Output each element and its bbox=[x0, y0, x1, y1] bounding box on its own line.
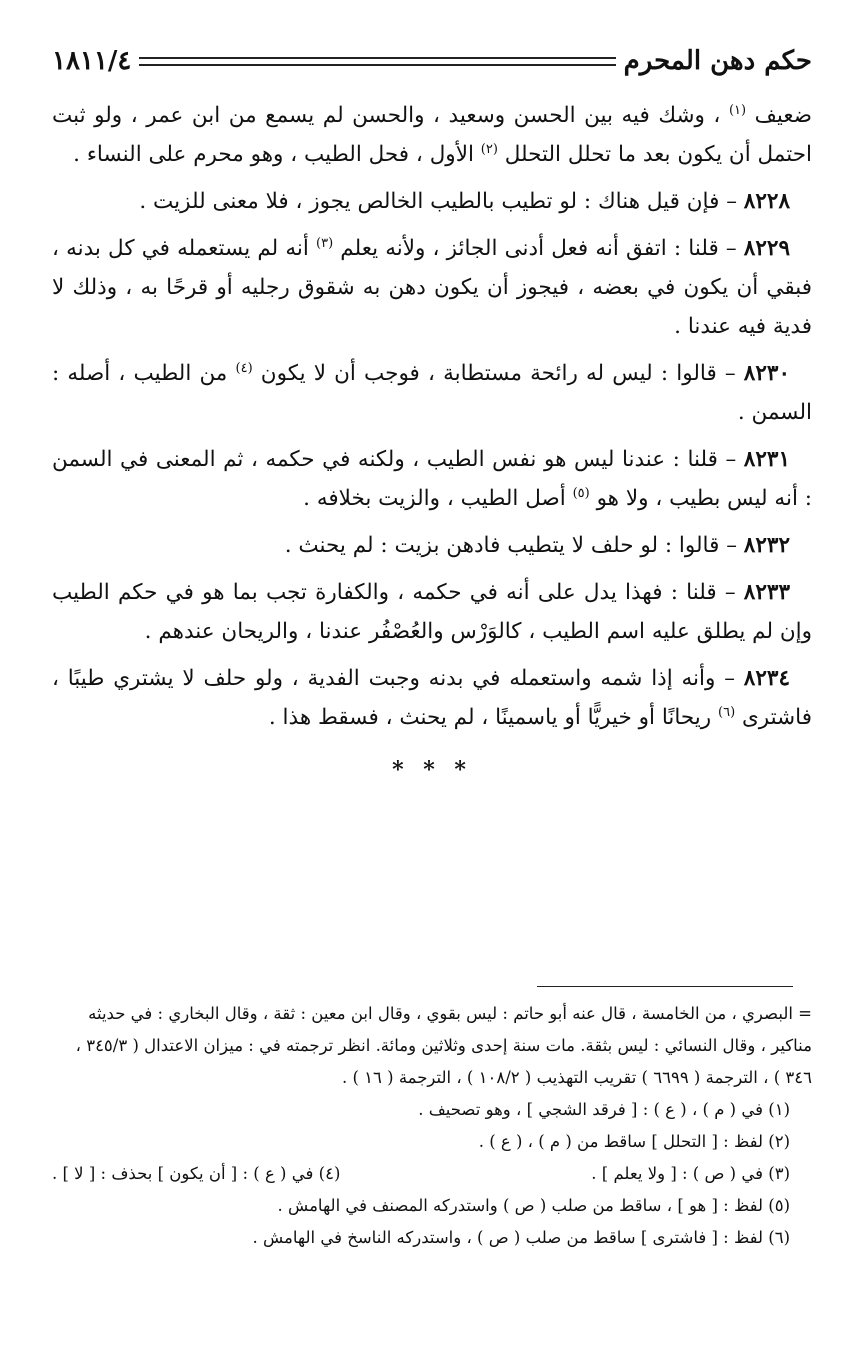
header-rule bbox=[139, 57, 615, 66]
footnote-1: (١) في ( م ) ، ( ع ) : [ فرقد الشجي ] ، وهو تصحيف . bbox=[418, 1100, 790, 1119]
paragraph-number: ٨٢٢٨ bbox=[743, 189, 790, 214]
footnote-4: (٤) في ( ع ) : [ أن يكون ] بحذف : [ لا ] . bbox=[52, 1164, 341, 1183]
paragraph-number: ٨٢٣٣ bbox=[743, 580, 790, 605]
footnote-continuation-line: = البصري ، من الخامسة ، قال عنه أبو حاتم : ليس بقوي ، وقال ابن معين : ثقة ، وقال البخاري : في حديثه bbox=[88, 1004, 812, 1023]
page bbox=[52, 40, 812, 783]
footnote-row-3-4 bbox=[52, 1158, 812, 1190]
paragraph-text: أصل الطيب ، والزيت بخلافه . bbox=[303, 486, 573, 511]
footnote-marker: (٦) bbox=[718, 704, 736, 720]
paragraph-text: – قلنا : عندنا ليس هو نفس الطيب ، ولكنه في حكمه ، ثم المعنى في السمن : أنه ليس بطيب ، ولا هو bbox=[52, 447, 812, 511]
paragraph-text: ريحانًا أو خيريًّا أو ياسمينًا ، لم يحنث ، فسقط هذا . bbox=[268, 705, 718, 730]
paragraph-number: ٨٢٣٠ bbox=[743, 361, 790, 386]
paragraph-text: – قالوا : ليس له رائحة مستطابة ، فوجب أن لا يكون bbox=[252, 361, 744, 386]
paragraph-text: – فإن قيل هناك : لو تطيب بالطيب الخالص يجوز ، فلا معنى للزيت . bbox=[139, 189, 744, 214]
paragraph bbox=[52, 229, 812, 346]
footnote-continuation-line: ٣٤٦ ) ، الترجمة ( ٦٦٩٩ ) تقريب التهذيب ( ١٠٨/٢ ) ، الترجمة ( ١٦ ) . bbox=[342, 1068, 812, 1087]
paragraph bbox=[52, 182, 812, 221]
paragraph-number: ٨٢٣٤ bbox=[743, 666, 790, 691]
footnote-rule bbox=[537, 986, 793, 987]
paragraph-text: الأول ، فحل الطيب ، وهو محرم على النساء . bbox=[73, 142, 481, 167]
paragraph bbox=[52, 354, 812, 432]
paragraph-number: ٨٢٢٩ bbox=[743, 236, 790, 261]
paragraph-number: ٨٢٣١ bbox=[743, 447, 790, 472]
footnote-marker: (١) bbox=[728, 102, 747, 118]
footnote-2: (٢) لفظ : [ التحلل ] ساقط من ( م ) ، ( ع ) . bbox=[478, 1132, 790, 1151]
footnote-marker: (٤) bbox=[235, 360, 253, 376]
paragraph-text: – قلنا : اتفق أنه فعل أدنى الجائز ، ولأنه يعلم bbox=[333, 236, 744, 261]
paragraph-text: – وأنه إذا شمه واستعمله في بدنه وجبت الفدية ، ولو حلف لا يشتري طيبًا ، فاشترى bbox=[52, 666, 812, 730]
running-header bbox=[52, 40, 812, 82]
header-title: حكم دهن المحرم bbox=[623, 46, 812, 76]
paragraph-text: ، وشك فيه بين الحسن وسعيد ، والحسن لم يسمع من ابن عمر ، ولو ثبت احتمل أن يكون بعد ما تحلل التحلل bbox=[52, 103, 812, 167]
footnotes bbox=[52, 998, 812, 1254]
paragraph-number: ٨٢٣٢ bbox=[743, 533, 790, 558]
page-number: ١٨١١/٤ bbox=[52, 46, 132, 76]
paragraph bbox=[52, 440, 812, 518]
footnote-3: (٣) في ( ص ) : [ ولا يعلم ] . bbox=[591, 1164, 790, 1183]
footnote-6: (٦) لفظ : [ فاشترى ] ساقط من صلب ( ص ) ، واستدركه الناسخ في الهامش . bbox=[252, 1228, 790, 1247]
paragraph bbox=[52, 659, 812, 737]
section-separator: * * * bbox=[392, 757, 472, 783]
paragraph bbox=[52, 96, 812, 174]
body-text bbox=[52, 96, 812, 737]
footnote-5: (٥) لفظ : [ هو ] ، ساقط من صلب ( ص ) واستدركه المصنف في الهامش . bbox=[277, 1196, 790, 1215]
footnote-marker: (٣) bbox=[316, 235, 334, 251]
footnote-continuation-line: مناكير ، وقال النسائي : ليس بثقة. مات سنة إحدى وثلاثين ومائة. انظر ترجمته في : ميزان الاعتدال ( ٣٤٥/٣ ، bbox=[75, 1036, 812, 1055]
paragraph-text: ضعيف bbox=[746, 103, 812, 128]
paragraph bbox=[52, 573, 812, 651]
footnote-marker: (٢) bbox=[480, 141, 498, 157]
paragraph-text: – قالوا : لو حلف لا يتطيب فادهن بزيت : لم يحنث . bbox=[284, 533, 744, 558]
paragraph-text: – قلنا : فهذا يدل على أنه في حكمه ، والكفارة تجب بما هو في حكم الطيب وإن لم يطلق عليه اسم الطيب ، كالوَرْس والعُصْفُر عندنا ، والريحان عندهم . bbox=[52, 580, 812, 644]
paragraph bbox=[52, 526, 812, 565]
footnote-marker: (٥) bbox=[572, 485, 590, 501]
paragraph-text: أنه لم يستعمله في كل بدنه ، فبقي أن يكون في بعضه ، فيجوز أن يكون دهن به شقوق رجليه أو قرحًا به ، وذلك لا فدية فيه عندنا . bbox=[52, 236, 812, 339]
paragraph-text: من الطيب ، أصله : السمن . bbox=[52, 361, 812, 425]
